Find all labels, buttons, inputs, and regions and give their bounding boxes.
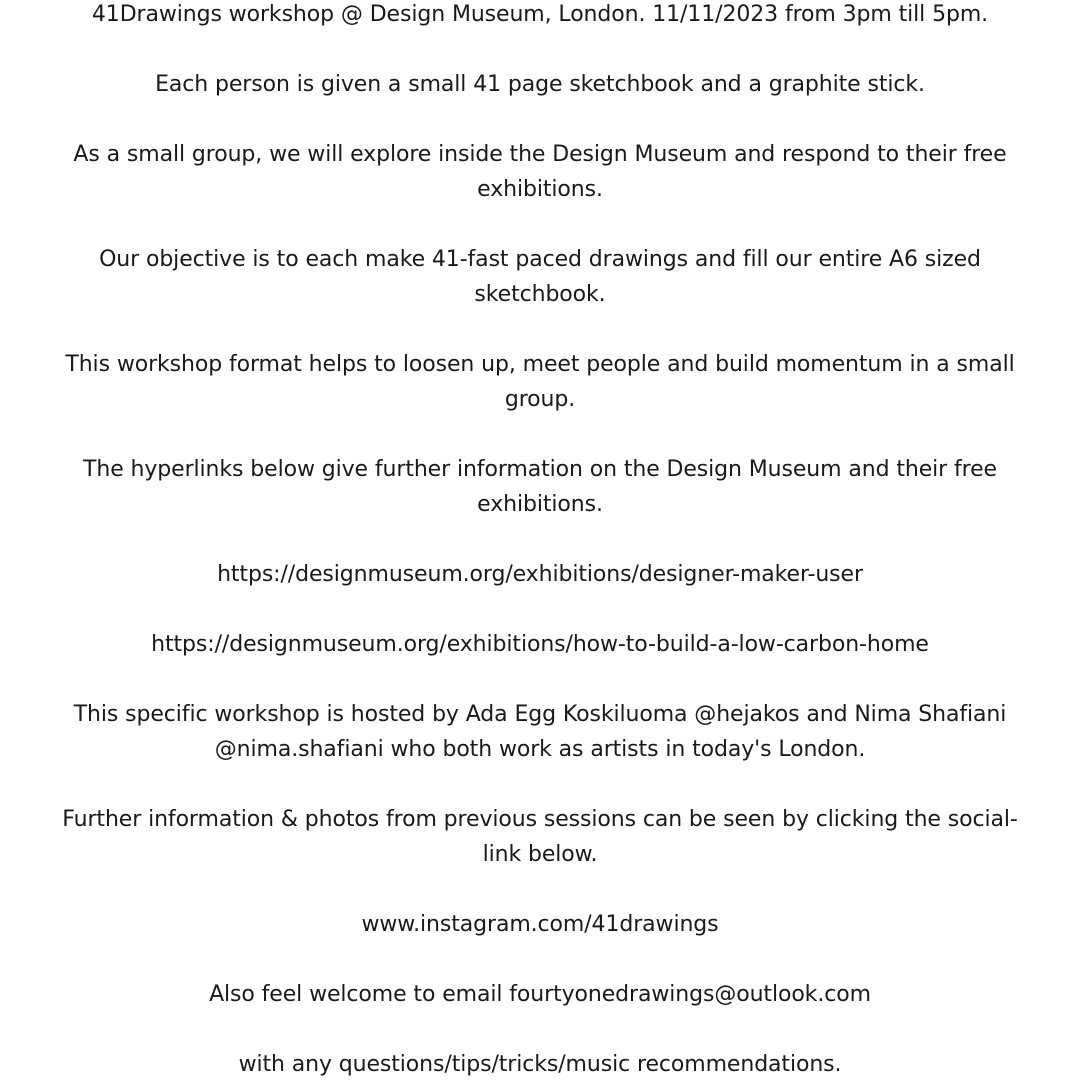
explore-line-1: As a small group, we will explore inside the Design Museum and respond to their free [73, 142, 1007, 167]
email-line: Also feel welcome to email fourtyonedrawings@outlook.com [209, 982, 871, 1007]
objective-paragraph [0, 242, 1080, 312]
format-paragraph [0, 347, 1080, 417]
closing-paragraph [0, 1047, 1080, 1082]
email-paragraph [0, 977, 1080, 1012]
designer-maker-user-paragraph [0, 557, 1080, 592]
format-line-1: This workshop format helps to loosen up, meet people and build momentum in a small [65, 352, 1015, 377]
closing-line: with any questions/tips/tricks/music recommendations. [238, 1052, 842, 1077]
explore-line-2: exhibitions. [477, 177, 603, 202]
title-text: 41Drawings workshop @ Design Museum, London. 11/11/2023 from 3pm till 5pm. [91, 2, 989, 27]
format-line-2: group. [504, 387, 576, 412]
low-carbon-home-paragraph [0, 627, 1080, 662]
workshop-title-line [0, 0, 1080, 32]
further-info-line-2: link below. [482, 842, 598, 867]
further-info-line-1: Further information & photos from previous sessions can be seen by clicking the social- [62, 807, 1018, 832]
objective-line-1: Our objective is to each make 41-fast paced drawings and fill our entire A6 sized [99, 247, 981, 272]
hyperlinks-intro-line-2: exhibitions. [477, 492, 603, 517]
further-info-paragraph [0, 802, 1080, 872]
instagram-paragraph [0, 907, 1080, 942]
hyperlinks-intro-paragraph [0, 452, 1080, 522]
hosts-paragraph [0, 697, 1080, 767]
low-carbon-home-link[interactable]: https://designmuseum.org/exhibitions/how-to-build-a-low-carbon-home [151, 632, 929, 657]
objective-line-2: sketchbook. [474, 282, 606, 307]
hosts-line-2: @nima.shafiani who both work as artists in today's London. [214, 737, 866, 762]
explore-paragraph [0, 137, 1080, 207]
materials-text: Each person is given a small 41 page sketchbook and a graphite stick. [155, 72, 925, 97]
hyperlinks-intro-line-1: The hyperlinks below give further information on the Design Museum and their free [83, 457, 997, 482]
hosts-line-1: This specific workshop is hosted by Ada Egg Koskiluoma @hejakos and Nima Shafiani [73, 702, 1007, 727]
instagram-link[interactable]: www.instagram.com/41drawings [361, 912, 719, 937]
materials-paragraph [0, 67, 1080, 102]
designer-maker-user-link[interactable]: https://designmuseum.org/exhibitions/designer-maker-user [217, 562, 863, 587]
